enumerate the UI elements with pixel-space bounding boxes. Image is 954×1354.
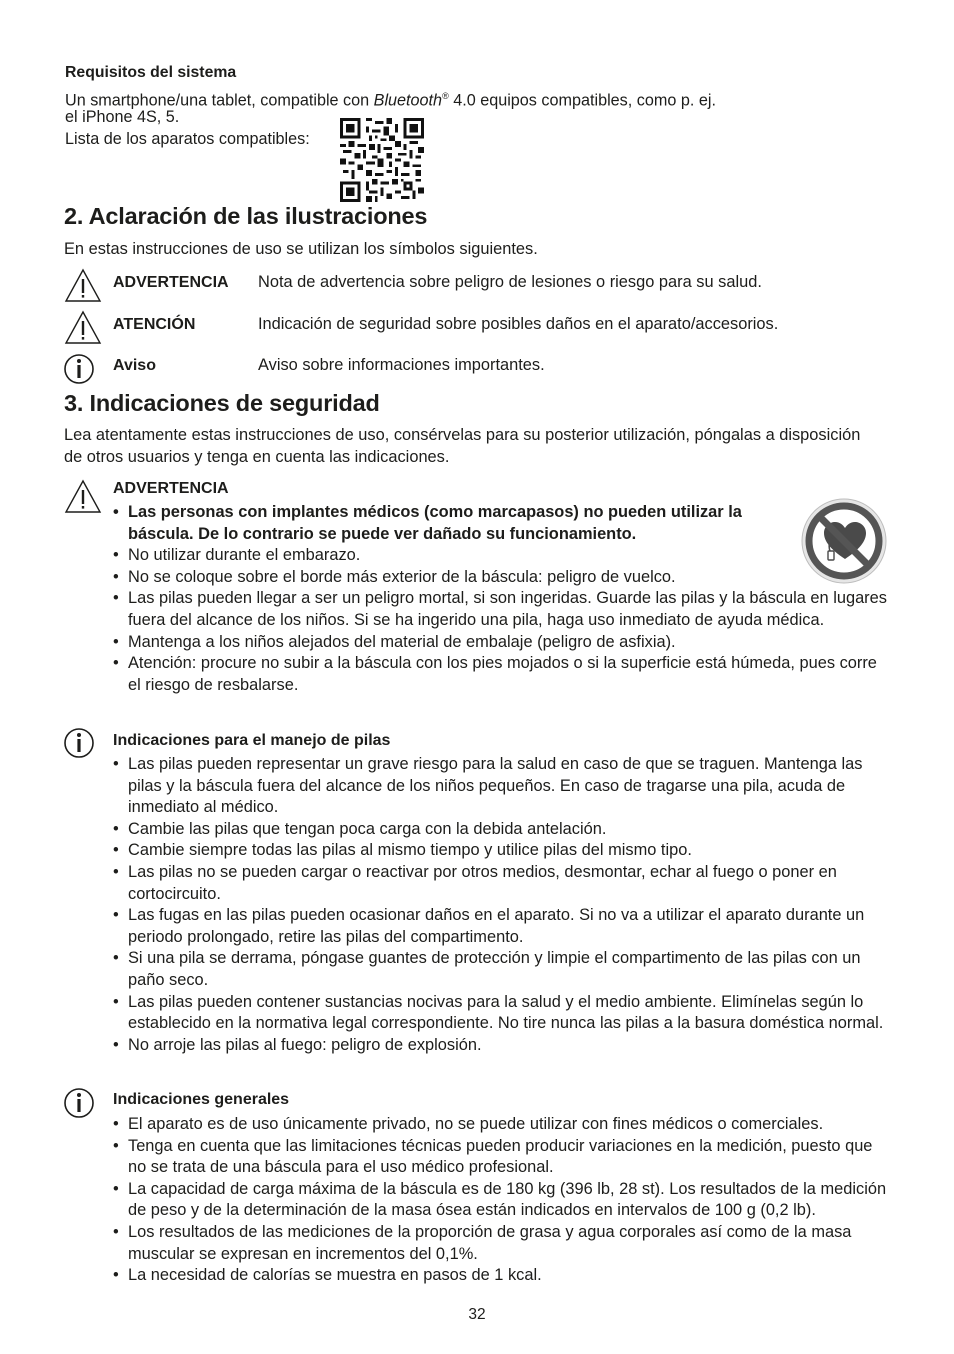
page-number: 32	[468, 1306, 486, 1323]
list-item: • Los resultados de las mediciones de la proporción de grasa y agua corporales así como de la masa muscular se expresan en incrementos del 0,1%.	[113, 1222, 888, 1265]
section-3-heading: 3. Indicaciones de seguridad	[64, 390, 380, 416]
batteries-block-title: Indicaciones para el manejo de pilas	[113, 732, 391, 749]
symbol-description: Indicación de seguridad sobre posibles daños en el aparato/accesorios.	[258, 315, 779, 333]
list-item: • La capacidad de carga máxima de la báscula es de 180 kg (396 lb, 28 st). Los resultados de la medición de peso y de la determinación de la masa ósea están indicados en intervalos de 100 g (0,2 lb).	[113, 1179, 888, 1222]
symbol-row-advertencia	[64, 268, 894, 308]
symbol-description: Aviso sobre informaciones importantes.	[258, 356, 545, 374]
bluetooth-brand: Bluetooth	[373, 91, 443, 110]
requirements-line-3: Lista de los aparatos compatibles:	[65, 130, 310, 148]
no-pacemaker-prohibition-icon	[800, 497, 888, 585]
warning-triangle-icon	[64, 268, 102, 304]
list-item: • Tenga en cuenta que las limitaciones técnicas pueden producir variaciones en la medición, puesto que no se trata de una báscula para el uso médico profesional.	[113, 1136, 888, 1179]
info-circle-icon	[64, 1085, 102, 1121]
symbol-label: ATENCIÓN	[113, 316, 196, 333]
list-item: • Si una pila se derrama, póngase guantes de protección y limpie el compartimento de las pilas con un paño seco.	[113, 948, 888, 991]
list-item: • No se coloque sobre el borde más exterior de la báscula: peligro de vuelco.	[113, 567, 793, 589]
symbol-label: ADVERTENCIA	[113, 274, 229, 291]
symbol-label: Aviso	[113, 357, 156, 374]
list-item: • Las pilas pueden contener sustancias nocivas para la salud y el medio ambiente. Elimínelas según lo establecido en la normativa legal correspondiente. No tire nunca las pilas a la basura doméstica normal.	[113, 992, 888, 1035]
section-2-heading: 2. Aclaración de las ilustraciones	[64, 203, 428, 229]
info-circle-icon	[64, 725, 102, 761]
list-item: • Las pilas no se pueden cargar o reactivar por otros medios, desmontar, echar al fuego o poner en cortocircuito.	[113, 862, 888, 905]
list-item: • Atención: procure no subir a la báscula con los pies mojados o si la superficie está húmeda, pues corre el riesgo de resbalarse.	[113, 653, 893, 696]
list-item: • Las fugas en las pilas pueden ocasionar daños en el aparato. Si no va a utilizar el aparato durante un periodo prolongado, retire las pilas del compartimento.	[113, 905, 888, 948]
requirements-title: Requisitos del sistema	[65, 64, 237, 81]
list-item: • Cambie las pilas que tengan poca carga con la debida antelación.	[113, 819, 888, 841]
list-item: • Mantenga a los niños alejados del material de embalaje (peligro de asfixia).	[113, 632, 888, 654]
list-item: • No utilizar durante el embarazo.	[113, 545, 793, 567]
qr-code-icon[interactable]	[340, 118, 424, 202]
general-list	[113, 1114, 888, 1287]
symbol-description: Nota de advertencia sobre peligro de lesiones o riesgo para su salud.	[258, 273, 762, 291]
batteries-list	[113, 754, 888, 1056]
list-item: • La necesidad de calorías se muestra en pasos de 1 kcal.	[113, 1265, 888, 1287]
symbol-row-atencion	[64, 310, 894, 350]
info-circle-icon	[64, 351, 102, 387]
requirements-line-2: el iPhone 4S, 5.	[65, 108, 180, 126]
list-item: • No arroje las pilas al fuego: peligro de explosión.	[113, 1035, 888, 1057]
list-item: • Las personas con implantes médicos (como marcapasos) no pueden utilizar la báscula. De lo contrario se puede ver dañado su funcionamiento.	[113, 502, 788, 545]
list-item: • Cambie siempre todas las pilas al mismo tiempo y utilice pilas del mismo tipo.	[113, 840, 888, 862]
section-2-intro: En estas instrucciones de uso se utilizan los símbolos siguientes.	[64, 240, 538, 258]
requirements-line-1: Un smartphone/una tablet, compatible con Bluetooth® 4.0 equipos compatibles, como p. ej.	[65, 91, 716, 110]
list-item: • El aparato es de uso únicamente privado, no se puede utilizar con fines médicos o comerciales.	[113, 1114, 888, 1136]
warning-block-title: ADVERTENCIA	[113, 480, 229, 497]
warning-triangle-icon	[64, 479, 102, 515]
warning-list	[113, 502, 887, 696]
section-3-intro: Lea atentamente estas instrucciones de uso, consérvelas para su posterior utilización, póngalas a disposición de otros usuarios y tenga en cuenta las indicaciones.	[64, 426, 861, 466]
general-block-title: Indicaciones generales	[113, 1091, 290, 1108]
list-item: • Las pilas pueden representar un grave riesgo para la salud en caso de que se traguen. Mantenga las pilas y la báscula fuera del alcance de los niños pequeños. En caso de tragarse una pila, acuda de inmediato al médico.	[113, 754, 888, 819]
symbol-row-aviso	[64, 351, 894, 391]
list-item: • Las pilas pueden llegar a ser un peligro mortal, si son ingeridas. Guarde las pilas y la báscula en lugares fuera del alcance de los niños. Si se ha ingerido una pila, haga uso inmediato de ayuda médica.	[113, 588, 888, 631]
warning-triangle-icon	[64, 310, 102, 346]
